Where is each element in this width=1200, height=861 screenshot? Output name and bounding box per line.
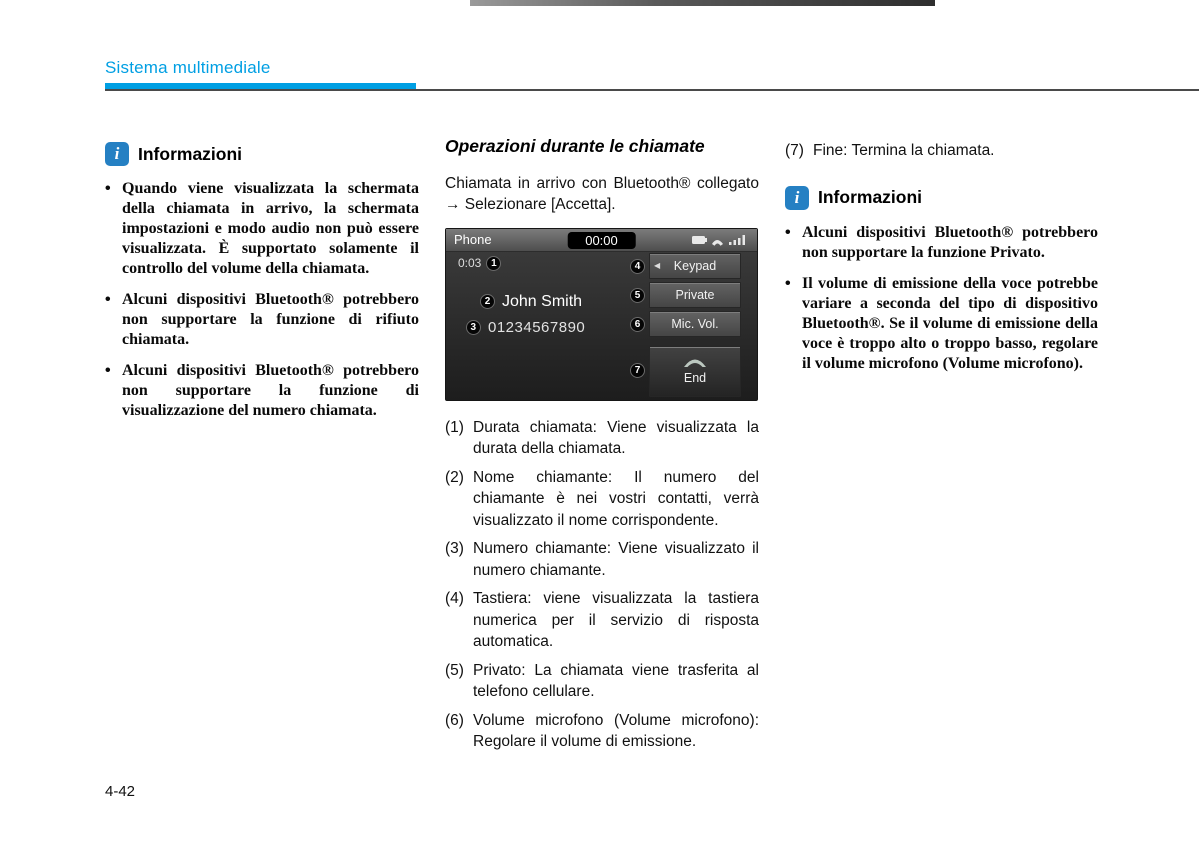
item-number: (2) (445, 468, 464, 486)
caller-name: John Smith (502, 292, 583, 310)
header-underline (105, 83, 416, 89)
callout-badge-4: 4 (630, 259, 645, 274)
scan-artifact-bar (470, 0, 935, 6)
item-number: (4) (445, 590, 464, 607)
callout-badge-2: 2 (480, 294, 495, 309)
item-number: (1) (445, 418, 464, 436)
info-header (105, 142, 419, 166)
mute-icon (712, 240, 723, 246)
middle-column (445, 136, 759, 760)
right-column (785, 140, 1098, 385)
item-number: (3) (445, 540, 464, 557)
item-text: Durata chiamata: Viene visualizzata la durata della chiamata. (473, 418, 759, 457)
info-bullet: • Il volume di emissione della voce potrebbe variare a seconda del tipo di dispositivo Bluetooth®. Se il volume di emissione della voce è troppo alto o troppo basso, regolare il volume microfono (Volume microfono). (785, 274, 1098, 374)
header-rule (105, 89, 1199, 91)
info-bullet: • Alcuni dispositivi Bluetooth® potrebbero non supportare la funzione di visualizzazione del numero chiamata. (105, 361, 419, 421)
item-text: Nome chiamante: Il numero del chiamante è nei vostri contatti, verrà visualizzato il nome corrispondente. (473, 468, 759, 529)
phone-screen-illustration (445, 228, 758, 401)
callout-badge-1: 1 (486, 256, 501, 271)
info-title: Informazioni (818, 187, 923, 207)
end-call-label: End (683, 370, 707, 385)
private-button[interactable]: Private (649, 282, 741, 308)
left-column (105, 142, 419, 432)
info-bullet-list (785, 223, 1098, 374)
item-number: (5) (445, 661, 464, 679)
list-item-1 (445, 417, 759, 460)
info-title: Informazioni (138, 143, 243, 164)
item-text: Volume microfono (Volume microfono): Regolare il volume di emissione. (473, 711, 759, 750)
list-item-4 (445, 588, 759, 653)
signal-icon (729, 235, 745, 245)
mic-volume-button[interactable]: Mic. Vol. (649, 311, 741, 337)
callout-badge-7: 7 (630, 363, 645, 378)
section-title: Sistema multimediale (105, 58, 271, 77)
info-bullet: • Alcuni dispositivi Bluetooth® potrebbero non supportare la funzione di rifiuto chiamata. (105, 290, 419, 350)
phone-app-label: Phone (454, 232, 492, 247)
item-number: (6) (445, 711, 464, 729)
status-icons-glyphs (691, 233, 749, 246)
end-call-button[interactable] (649, 346, 741, 397)
list-item-7 (785, 140, 1098, 162)
intro-text: Chiamata in arrivo con Bluetooth® collegato → Selezionare [Accetta]. (445, 174, 759, 213)
item-text: Numero chiamante: Viene visualizzato il numero chiamante. (473, 540, 759, 579)
info-icon: i (785, 186, 809, 210)
info-icon: i (105, 142, 129, 166)
list-item-6 (445, 710, 759, 753)
keypad-button[interactable]: ◀ Keypad (649, 253, 741, 279)
call-duration-value: 0:03 (458, 256, 482, 270)
item-text: Fine: Termina la chiamata. (813, 142, 995, 159)
caller-number: 01234567890 (488, 318, 586, 336)
list-item-2 (445, 467, 759, 532)
call-duration (458, 256, 501, 271)
info-header (785, 186, 1098, 210)
list-item-3 (445, 538, 759, 581)
item-text: Tastiera: viene visualizzata la tastiera numerica per il servizio di risposta automatica. (473, 590, 759, 650)
item-number: (7) (785, 142, 804, 159)
info-bullet: • Alcuni dispositivi Bluetooth® potrebbero non supportare la funzione Privato. (785, 223, 1098, 263)
caller-number-row (466, 319, 585, 336)
info-bullet: • Quando viene visualizzata la schermata della chiamata in arrivo, la schermata impostazioni e modo audio non può essere visualizzata. È supportato solamente il controllo del volume della chiamata. (105, 179, 419, 279)
page-number: 4-42 (105, 783, 136, 800)
handset-icon (683, 358, 707, 368)
callout-badge-5: 5 (630, 288, 645, 303)
battery-icon (692, 236, 705, 244)
info-bullet-list (105, 179, 419, 421)
caller-name-row (480, 293, 582, 311)
clock-display: 00:00 (567, 232, 636, 249)
status-icons (691, 233, 749, 246)
callout-badge-3: 3 (466, 320, 481, 335)
list-item-5 (445, 660, 759, 703)
section-heading: Operazioni durante le chiamate (445, 136, 705, 156)
item-text: Privato: La chiamata viene trasferita al telefono cellulare. (473, 661, 759, 700)
callout-badge-6: 6 (630, 317, 645, 332)
